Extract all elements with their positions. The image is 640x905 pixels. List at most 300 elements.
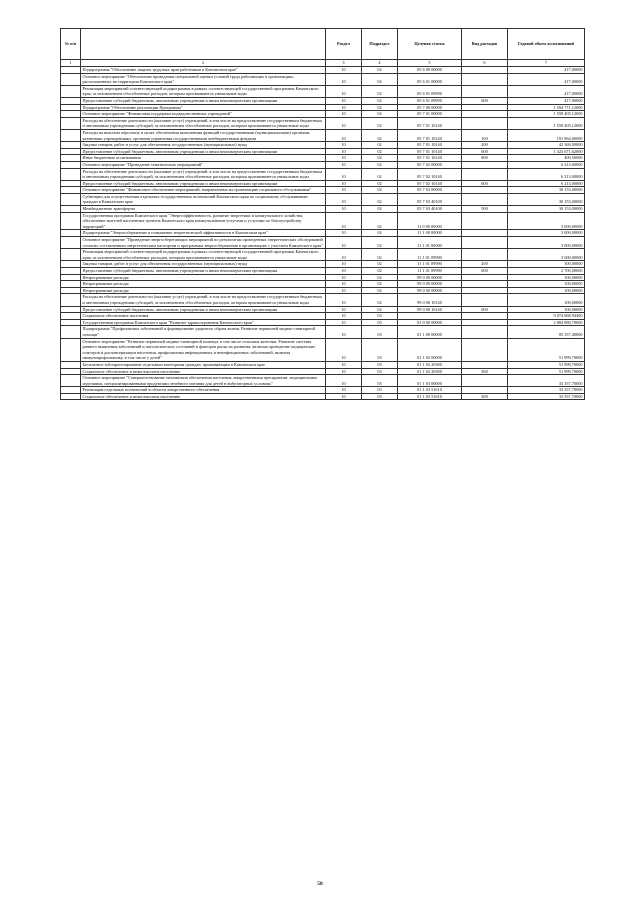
row-section-cell: 10 <box>326 387 362 394</box>
row-target-cell: 11 1 01 09990 <box>398 249 462 261</box>
row-target-cell: 99 0 00 00000 <box>398 287 462 294</box>
row-kind-cell <box>462 287 508 294</box>
row-target-cell: 05 6 01 09990 <box>398 97 462 104</box>
row-subsection-cell: 03 <box>362 338 398 361</box>
row-kind-cell <box>462 117 508 129</box>
header-name <box>81 29 326 60</box>
row-amount-cell: 30 153,00000 <box>508 187 585 194</box>
row-index-cell <box>61 73 81 85</box>
row-kind-cell: 600 <box>462 268 508 275</box>
row-subsection-cell: 02 <box>362 287 398 294</box>
column-number: 4 <box>362 60 398 67</box>
row-amount-cell: 3 000,00000 <box>508 212 585 230</box>
table-row <box>61 368 585 375</box>
row-subsection-cell: 03 <box>362 326 398 338</box>
row-amount-cell: 1 558 405,12000 <box>508 111 585 118</box>
table-row <box>61 111 585 118</box>
table-row <box>61 274 585 281</box>
row-subsection-cell: 02 <box>362 117 398 129</box>
row-subsection-cell: 03 <box>362 368 398 375</box>
row-index-cell <box>61 155 81 162</box>
row-amount-cell: 1 594 771,12000 <box>508 104 585 111</box>
row-subsection-cell: 02 <box>362 97 398 104</box>
row-amount-cell: 51 999,70000 <box>508 368 585 375</box>
row-amount-cell: 9 074 668,94400 <box>508 313 585 320</box>
row-kind-cell: 100 <box>462 129 508 141</box>
row-amount-cell: 33 357,70000 <box>508 387 585 394</box>
row-target-cell: 05 7 00 00000 <box>398 104 462 111</box>
row-index-cell <box>61 193 81 205</box>
row-subsection-cell: 02 <box>362 294 398 306</box>
row-target-cell: 01 1 00 00000 <box>398 326 462 338</box>
row-section-cell: 10 <box>326 313 362 320</box>
row-section-cell: 10 <box>326 237 362 249</box>
row-kind-cell <box>462 168 508 180</box>
row-name-cell: Социальное обеспечение и иные выплаты населению <box>81 368 326 375</box>
row-amount-cell: 6 213,00000 <box>508 161 585 168</box>
row-name-cell: Реализация отдельных полномочий в области лекарственного обеспечения <box>81 387 326 394</box>
table-row <box>61 237 585 249</box>
row-index-cell <box>61 142 81 149</box>
row-subsection-cell: 02 <box>362 274 398 281</box>
row-subsection-cell: 02 <box>362 104 398 111</box>
row-target-cell: 05 7 01 10140 <box>398 148 462 155</box>
row-amount-cell: 100,00000 <box>508 287 585 294</box>
row-index-cell <box>61 129 81 141</box>
table-row <box>61 117 585 129</box>
row-name-cell: Расходы на выплаты персоналу в целях обеспечения выполнения функций государственными (муниципальными) органами, казенными учреждениями, органами управления государственными внебюджетными фондами <box>81 129 326 141</box>
row-target-cell: 01 0 00 00000 <box>398 319 462 326</box>
row-index-cell <box>61 97 81 104</box>
header-subsection: Подраздел <box>362 29 398 60</box>
row-kind-cell: 600 <box>462 306 508 313</box>
row-subsection-cell: 02 <box>362 161 398 168</box>
table-row <box>61 306 585 313</box>
column-number: 6 <box>462 60 508 67</box>
row-index-cell <box>61 230 81 237</box>
table-row <box>61 104 585 111</box>
row-kind-cell <box>462 85 508 97</box>
row-target-cell: 01 1 02 20380 <box>398 368 462 375</box>
row-target-cell: 05 6 01 00000 <box>398 73 462 85</box>
row-kind-cell <box>462 237 508 249</box>
row-section-cell: 10 <box>326 375 362 387</box>
row-target-cell: 11 1 01 00000 <box>398 237 462 249</box>
row-amount-cell: 2 700,00000 <box>508 268 585 275</box>
table-row <box>61 319 585 326</box>
row-target-cell: 01 1 03 51610 <box>398 393 462 400</box>
row-section-cell: 10 <box>326 129 362 141</box>
row-section-cell: 10 <box>326 326 362 338</box>
table-row <box>61 142 585 149</box>
row-amount-cell: 400,50000 <box>508 155 585 162</box>
row-section-cell: 10 <box>326 155 362 162</box>
row-section-cell: 10 <box>326 117 362 129</box>
row-amount-cell: 42 369,00000 <box>508 142 585 149</box>
row-target-cell: 05 7 03 00000 <box>398 187 462 194</box>
row-subsection-cell: 02 <box>362 155 398 162</box>
row-kind-cell: 800 <box>462 155 508 162</box>
row-name-cell: Подпрограмма "Обеспечение защиты трудовых прав работников в Камчатском крае" <box>81 67 326 74</box>
row-subsection-cell: 02 <box>362 168 398 180</box>
row-name-cell: Основное мероприятие "Финансовое обеспечение мероприятий, направленных на организацию социального обслуживания" <box>81 187 326 194</box>
row-target-cell: 01 1 03 51610 <box>398 387 462 394</box>
row-kind-cell <box>462 111 508 118</box>
row-kind-cell: 600 <box>462 148 508 155</box>
row-subsection-cell: 02 <box>362 261 398 268</box>
table-row <box>61 361 585 368</box>
row-amount-cell: 1 558 405,12000 <box>508 117 585 129</box>
row-section-cell: 10 <box>326 206 362 213</box>
row-subsection-cell: 02 <box>362 230 398 237</box>
row-index-cell <box>61 306 81 313</box>
row-index-cell <box>61 111 81 118</box>
row-index-cell <box>61 104 81 111</box>
page-number: 58 <box>317 881 323 887</box>
row-kind-cell <box>462 387 508 394</box>
table-row <box>61 193 585 205</box>
header-target: Целевая статья <box>398 29 462 60</box>
row-amount-cell: 51 999,70000 <box>508 361 585 368</box>
row-index-cell <box>61 319 81 326</box>
table-row <box>61 261 585 268</box>
row-index-cell <box>61 148 81 155</box>
row-amount-cell: 30 153,00000 <box>508 193 585 205</box>
row-section-cell: 10 <box>326 148 362 155</box>
row-section-cell: 10 <box>326 368 362 375</box>
column-number: 7 <box>508 60 585 67</box>
row-index-cell <box>61 161 81 168</box>
row-name-cell: Предоставление субсидий бюджетным, автономным учреждениям и иным некоммерческим организациям <box>81 148 326 155</box>
row-target-cell: 11 1 01 09990 <box>398 261 462 268</box>
row-amount-cell: 100,00000 <box>508 306 585 313</box>
row-target-cell: 05 7 03 40100 <box>398 206 462 213</box>
row-target-cell: 99 0 00 10140 <box>398 294 462 306</box>
table-row <box>61 393 585 400</box>
row-index-cell <box>61 237 81 249</box>
row-kind-cell: 500 <box>462 206 508 213</box>
row-index-cell <box>61 338 81 361</box>
table-row <box>61 249 585 261</box>
row-target-cell: 05 7 03 40100 <box>398 193 462 205</box>
row-name-cell: Социальное обеспечение и иные выплаты населению <box>81 393 326 400</box>
row-name-cell: Расходы на обеспечение деятельности (оказание услуг) учреждений, в том числе на предоставление государственным бюджетным и автономным учреждениям субсидий, за исключением обособленных расходов, которым присваиваются уникальные коды <box>81 294 326 306</box>
row-name-cell: Социальное обеспечение населения <box>81 313 326 320</box>
table-row <box>61 212 585 230</box>
row-amount-cell: 300,00000 <box>508 261 585 268</box>
row-section-cell: 10 <box>326 281 362 288</box>
row-name-cell: Непрограммные расходы <box>81 274 326 281</box>
row-name-cell: Реализация мероприятий соответствующей подпрограммы в рамках соответствующей государственной программы Камчатского края, за исключением обособленных расходов, которым присваиваются уникальные коды <box>81 85 326 97</box>
column-number: 1 <box>61 60 81 67</box>
row-subsection-cell: 02 <box>362 142 398 149</box>
row-kind-cell <box>462 73 508 85</box>
row-name-cell: Предоставление субсидий бюджетным, автономным учреждениям и иным некоммерческим организациям <box>81 97 326 104</box>
row-section-cell: 10 <box>326 180 362 187</box>
row-amount-cell: 100,00000 <box>508 294 585 306</box>
row-amount-cell: 3 000,00000 <box>508 249 585 261</box>
row-name-cell: Реализация мероприятий соответствующей подпрограммы в рамках соответствующей государственной программы Камчатского края, за исключением обособленных расходов, которым присваиваются уникальные коды <box>81 249 326 261</box>
header-kind: Вид расходов <box>462 29 508 60</box>
column-number: 5 <box>398 60 462 67</box>
table-row <box>61 375 585 387</box>
row-target-cell: 01 1 02 00000 <box>398 338 462 361</box>
row-section-cell: 10 <box>326 306 362 313</box>
row-kind-cell: 600 <box>462 97 508 104</box>
table-row <box>61 294 585 306</box>
column-number: 2 <box>81 60 326 67</box>
row-kind-cell: 300 <box>462 393 508 400</box>
row-name-cell: Закупка товаров, работ и услуг для обеспечения государственных (муниципальных) нужд <box>81 142 326 149</box>
header-section: Раздел <box>326 29 362 60</box>
row-name-cell: Основное мероприятие "Развитие первичной медико-санитарной помощи, в том числе сельским жителям. Развитие системы раннего выявления заболеваний и патологических состояний и факторов риска их развития, включая проведение медицинских осмотров и диспансеризации населения, профилактика инфекционных и неинфекционных заболеваний, включая иммунопрофилактику, в том числе у детей" <box>81 338 326 361</box>
table-row <box>61 67 585 74</box>
row-name-cell: Закупка товаров, работ и услуг для обеспечения государственных (муниципальных) нужд <box>81 261 326 268</box>
row-section-cell: 10 <box>326 85 362 97</box>
row-amount-cell: 2 884 880,70000 <box>508 319 585 326</box>
row-amount-cell: 100,00000 <box>508 281 585 288</box>
table-row <box>61 187 585 194</box>
row-kind-cell: 200 <box>462 142 508 149</box>
row-name-cell: Расходы на обеспечение деятельности (оказание услуг) учреждений, в том числе на предоставление государственным бюджетным и автономным учреждениям субсидий, за исключением обособленных расходов, которым присваиваются уникальные коды <box>81 168 326 180</box>
row-section-cell: 10 <box>326 294 362 306</box>
row-name-cell: Государственная программа Камчатского края "Развитие здравоохранения Камчатского края" <box>81 319 326 326</box>
row-amount-cell: 51 999,70000 <box>508 338 585 361</box>
row-target-cell: 99 0 00 00000 <box>398 274 462 281</box>
row-name-cell: Расходы на обеспечение деятельности (оказание услуг) учреждений, в том числе на предоставление государственным бюджетным и автономным учреждениям субсидий, за исключением обособленных расходов, которым присваиваются уникальные коды <box>81 117 326 129</box>
row-target-cell: 05 6 01 09990 <box>398 85 462 97</box>
row-section-cell: 10 <box>326 361 362 368</box>
row-amount-cell: 33 357,70000 <box>508 375 585 387</box>
column-number: 3 <box>326 60 362 67</box>
row-kind-cell <box>462 161 508 168</box>
row-name-cell: Основное мероприятие "Финансовая поддержка подведомственных учреждений" <box>81 111 326 118</box>
row-kind-cell <box>462 361 508 368</box>
row-index-cell <box>61 206 81 213</box>
row-name-cell: Основное мероприятие "Проведение тематических мероприятий" <box>81 161 326 168</box>
row-name-cell: Подпрограмма "Обеспечение реализации Программы" <box>81 104 326 111</box>
row-name-cell: Непрограммные расходы <box>81 281 326 288</box>
row-subsection-cell: 02 <box>362 67 398 74</box>
header-number: № п/п <box>61 29 81 60</box>
row-kind-cell <box>462 230 508 237</box>
row-kind-cell <box>462 338 508 361</box>
table-row <box>61 206 585 213</box>
table-row <box>61 168 585 180</box>
row-subsection-cell: 02 <box>362 73 398 85</box>
row-subsection-cell: 02 <box>362 206 398 213</box>
row-index-cell <box>61 180 81 187</box>
table-row <box>61 281 585 288</box>
table-row <box>61 161 585 168</box>
row-amount-cell: 6 213,00000 <box>508 180 585 187</box>
table-row <box>61 148 585 155</box>
row-index-cell <box>61 261 81 268</box>
row-name-cell: Государственная программа Камчатского края "Энергоэффективность, развитие энергетики и коммунального хозяйства, обеспечение жителей населенных пунктов Камчатского края коммунальными услугами и услугами по благоустройству территорий" <box>81 212 326 230</box>
row-subsection-cell: 02 <box>362 85 398 97</box>
row-target-cell: 05 6 00 00000 <box>398 67 462 74</box>
row-name-cell: Бесплатное зубопротезирование отдельным категориям граждан, проживающим в Камчатском крае <box>81 361 326 368</box>
row-name-cell: Основное мероприятие "Проведение энергосберегающих мероприятий по результатам проведенных энергетических обследований согласно составленным энергетическим паспортам и программам энергосбережения в организациях с участием Камчатского края" <box>81 237 326 249</box>
row-subsection-cell: 02 <box>362 249 398 261</box>
row-kind-cell: 600 <box>462 180 508 187</box>
row-amount-cell: 417,00000 <box>508 73 585 85</box>
row-name-cell: Предоставление субсидий бюджетным, автономным учреждениям и иным некоммерческим организациям <box>81 180 326 187</box>
row-subsection-cell: 02 <box>362 180 398 187</box>
row-section-cell: 10 <box>326 187 362 194</box>
table-body <box>61 67 585 400</box>
row-index-cell <box>61 187 81 194</box>
row-index-cell <box>61 249 81 261</box>
row-subsection-cell: 02 <box>362 306 398 313</box>
row-section-cell: 10 <box>326 249 362 261</box>
row-target-cell: 05 7 02 10140 <box>398 168 462 180</box>
budget-allocation-table <box>60 28 585 400</box>
row-index-cell <box>61 117 81 129</box>
row-index-cell <box>61 294 81 306</box>
row-index-cell <box>61 326 81 338</box>
table-row <box>61 73 585 85</box>
row-index-cell <box>61 85 81 97</box>
row-kind-cell <box>462 319 508 326</box>
row-subsection-cell: 02 <box>362 281 398 288</box>
row-target-cell: 11 0 00 00000 <box>398 212 462 230</box>
row-subsection-cell: 03 <box>362 319 398 326</box>
row-name-cell: Субвенции для осуществления отдельных государственных полномочий Камчатского края по социальному обслуживанию граждан в Камчатском крае <box>81 193 326 205</box>
table-row <box>61 338 585 361</box>
row-name-cell: Предоставление субсидий бюджетным, автономным учреждениям и иным некоммерческим организациям <box>81 268 326 275</box>
row-subsection-cell: 02 <box>362 237 398 249</box>
table-row <box>61 180 585 187</box>
row-kind-cell <box>462 104 508 111</box>
row-subsection-cell: 03 <box>362 361 398 368</box>
row-target-cell: 05 7 01 00000 <box>398 111 462 118</box>
row-section-cell: 10 <box>326 142 362 149</box>
row-index-cell <box>61 274 81 281</box>
table-row <box>61 230 585 237</box>
row-index-cell <box>61 375 81 387</box>
table-header-row <box>61 29 585 60</box>
row-section-cell: 10 <box>326 212 362 230</box>
row-section-cell: 10 <box>326 97 362 104</box>
row-amount-cell: 33 357,70000 <box>508 393 585 400</box>
table-row <box>61 268 585 275</box>
row-index-cell <box>61 281 81 288</box>
row-section-cell: 10 <box>326 268 362 275</box>
row-subsection-cell: 02 <box>362 212 398 230</box>
row-kind-cell <box>462 375 508 387</box>
row-section-cell: 10 <box>326 168 362 180</box>
row-subsection-cell: 02 <box>362 268 398 275</box>
row-section-cell: 10 <box>326 161 362 168</box>
row-target-cell <box>398 313 462 320</box>
row-section-cell: 10 <box>326 193 362 205</box>
row-target-cell: 01 1 03 00000 <box>398 375 462 387</box>
row-index-cell <box>61 212 81 230</box>
row-kind-cell <box>462 313 508 320</box>
table-row <box>61 85 585 97</box>
row-amount-cell: 30 153,00000 <box>508 206 585 213</box>
row-section-cell: 10 <box>326 230 362 237</box>
row-kind-cell <box>462 281 508 288</box>
row-section-cell: 10 <box>326 104 362 111</box>
row-target-cell: 99 0 00 00000 <box>398 281 462 288</box>
column-numbers-row <box>61 60 585 67</box>
row-index-cell <box>61 387 81 394</box>
row-target-cell: 11 1 01 09990 <box>398 268 462 275</box>
row-subsection-cell: 03 <box>362 393 398 400</box>
row-amount-cell: 1 323 671,62000 <box>508 148 585 155</box>
row-amount-cell: 100,00000 <box>508 274 585 281</box>
row-kind-cell <box>462 187 508 194</box>
row-subsection-cell: 03 <box>362 313 398 320</box>
row-index-cell <box>61 268 81 275</box>
budget-table-sheet <box>60 28 584 400</box>
row-section-cell: 10 <box>326 319 362 326</box>
row-kind-cell <box>462 249 508 261</box>
row-amount-cell: 417,00000 <box>508 97 585 104</box>
row-name-cell: Предоставление субсидий бюджетным, автономным учреждениям и иным некоммерческим организациям <box>81 306 326 313</box>
row-subsection-cell: 02 <box>362 111 398 118</box>
row-index-cell <box>61 168 81 180</box>
row-amount-cell: 85 357,40000 <box>508 326 585 338</box>
row-section-cell: 10 <box>326 274 362 281</box>
row-target-cell: 05 7 02 00000 <box>398 161 462 168</box>
row-kind-cell <box>462 326 508 338</box>
row-name-cell: Основное мероприятие "Обеспечение проведения специальной оценки условий труда работающих в организациях, расположенных на территории Камчатского края" <box>81 73 326 85</box>
header-amount: Годовой объем ассигнований <box>508 29 585 60</box>
row-target-cell: 11 1 00 00000 <box>398 230 462 237</box>
row-amount-cell: 6 213,00000 <box>508 168 585 180</box>
row-name-cell: Межбюджетные трансферты <box>81 206 326 213</box>
row-name-cell: Основное мероприятие "Совершенствование механизмов обеспечения населения лекарственными препаратами, медицинскими изделиями, специализированными продуктами лечебного питания для детей в амбулаторных условиях" <box>81 375 326 387</box>
row-target-cell: 05 7 01 10140 <box>398 155 462 162</box>
row-kind-cell <box>462 212 508 230</box>
row-index-cell <box>61 313 81 320</box>
row-section-cell: 10 <box>326 261 362 268</box>
row-kind-cell: 300 <box>462 368 508 375</box>
row-section-cell: 10 <box>326 393 362 400</box>
table-row <box>61 313 585 320</box>
row-kind-cell <box>462 67 508 74</box>
row-subsection-cell: 02 <box>362 193 398 205</box>
row-target-cell: 05 7 01 10140 <box>398 142 462 149</box>
row-name-cell: Иные бюджетные ассигнования <box>81 155 326 162</box>
row-name-cell: Подпрограмма "Профилактика заболеваний и формирование здорового образа жизни. Развитие первичной медико-санитарной помощи" <box>81 326 326 338</box>
row-index-cell <box>61 368 81 375</box>
table-row <box>61 97 585 104</box>
row-subsection-cell: 03 <box>362 387 398 394</box>
table-row <box>61 155 585 162</box>
row-target-cell: 01 1 02 20380 <box>398 361 462 368</box>
row-index-cell <box>61 287 81 294</box>
table-row <box>61 387 585 394</box>
row-target-cell: 99 0 00 10140 <box>398 306 462 313</box>
row-name-cell: Подпрограмма "Энергосбережение и повышение энергетической эффективности в Камчатском крае" <box>81 230 326 237</box>
row-section-cell: 10 <box>326 338 362 361</box>
table-row <box>61 129 585 141</box>
row-target-cell: 05 7 02 10140 <box>398 180 462 187</box>
row-subsection-cell: 02 <box>362 129 398 141</box>
row-section-cell: 10 <box>326 287 362 294</box>
row-section-cell: 10 <box>326 73 362 85</box>
row-index-cell <box>61 361 81 368</box>
row-kind-cell <box>462 274 508 281</box>
row-kind-cell: 200 <box>462 261 508 268</box>
row-subsection-cell: 02 <box>362 148 398 155</box>
row-amount-cell: 191 964,00000 <box>508 129 585 141</box>
row-section-cell: 10 <box>326 111 362 118</box>
